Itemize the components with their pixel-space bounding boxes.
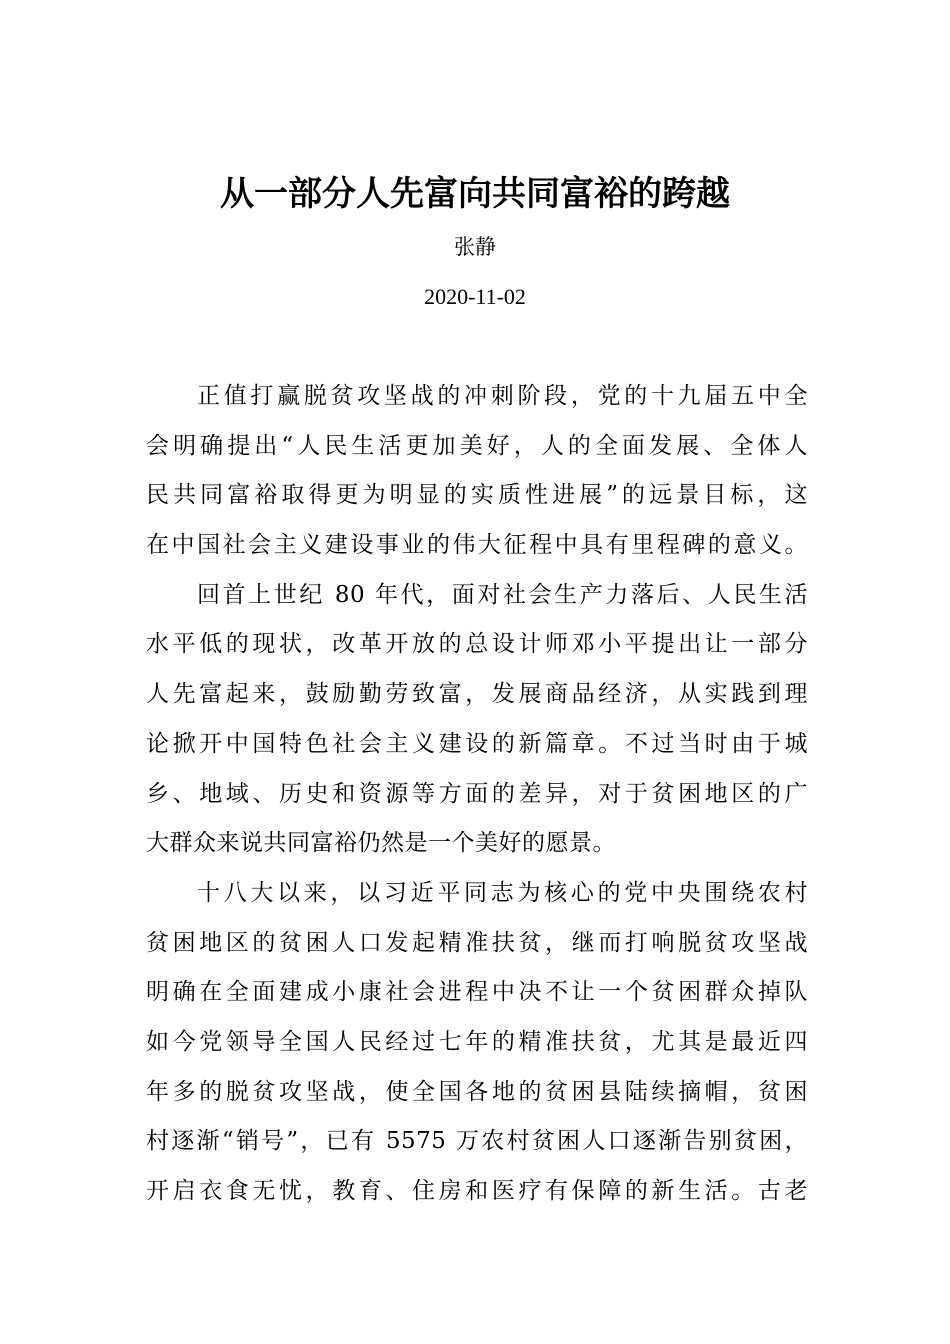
body-line: 人先富起来，鼓励勤劳致富，发展商品经济，从实践到理 bbox=[146, 681, 808, 708]
body-line: 论掀开中国特色社会主义建设的新篇章。不过当时由于城 bbox=[146, 730, 808, 757]
body-line: 会明确提出“人民生活更加美好，人的全面发展、全体人 bbox=[146, 432, 808, 459]
body-line: 在中国社会主义建设事业的伟大征程中具有里程碑的意义。 bbox=[146, 532, 808, 559]
body-line: 正值打赢脱贫攻坚战的冲刺阶段，党的十九届五中全 bbox=[197, 383, 808, 409]
body-line: 回首上世纪 80 年代，面对社会生产力落后、人民生活 bbox=[197, 581, 808, 608]
body-line: 乡、地域、历史和资源等方面的差异，对于贫困地区的广 bbox=[146, 780, 808, 807]
body-line: 大群众来说共同富裕仍然是一个美好的愿景。 bbox=[146, 830, 616, 857]
article-author: 张静 bbox=[454, 235, 496, 259]
body-line: 开启衣食无忧，教育、住房和医疗有保障的新生活。古老 bbox=[146, 1178, 808, 1204]
body-line: 民共同富裕取得更为明显的实质性进展”的远景目标，这 bbox=[146, 482, 808, 509]
body-line: 年多的脱贫攻坚战，使全国各地的贫困县陆续摘帽，贫困 bbox=[146, 1078, 808, 1105]
body-line: 水平低的现状，改革开放的总设计师邓小平提出让一部分 bbox=[146, 631, 808, 658]
body-line: 十八大以来，以习近平同志为核心的党中央围绕农村 bbox=[197, 879, 808, 906]
article-body bbox=[146, 372, 808, 1217]
article-title: 从一部分人先富向共同富裕的跨越 bbox=[220, 174, 730, 214]
body-line: 明确在全面建成小康社会进程中决不让一个贫困群众掉队 bbox=[146, 979, 808, 1006]
body-line: 如今党领导全国人民经过七年的精准扶贫，尤其是最近四 bbox=[146, 1028, 808, 1055]
body-line: 村逐渐“销号”，已有 5575 万农村贫困人口逐渐告别贫困， bbox=[146, 1128, 808, 1155]
body-line: 贫困地区的贫困人口发起精准扶贫，继而打响脱贫攻坚战 bbox=[146, 929, 808, 956]
article-date: 2020-11-02 bbox=[424, 284, 526, 309]
